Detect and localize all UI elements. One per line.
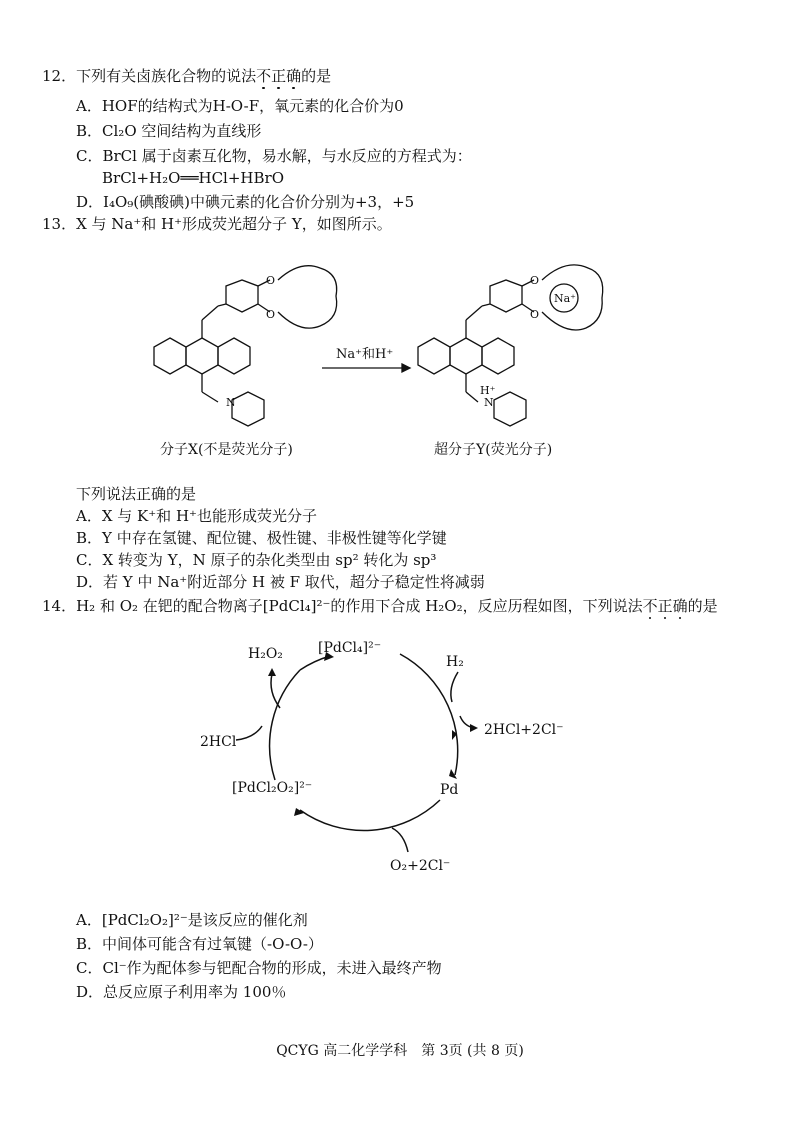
emphasis-char: 不 [256, 67, 272, 85]
q12-option-d [76, 192, 414, 212]
q13-option-c [76, 550, 436, 570]
option-text: X 与 K⁺和 H⁺也能形成荧光分子 [101, 507, 317, 525]
option-text: X 转变为 Y，N 原子的杂化类型由 sp² 转化为 sp³ [102, 551, 437, 569]
anthracene-left [154, 338, 250, 374]
q14-number: 14． [42, 597, 77, 615]
sodium-ion-label: Na⁺ [554, 292, 576, 305]
equation-text: BrCl+H₂O══HCl+HBrO [102, 169, 284, 187]
option-text: Cl⁻作为配体参与钯配合物的形成，未进入最终产物 [102, 959, 442, 977]
option-text: 中间体可能含有过氧键（-O-O-） [102, 935, 323, 953]
option-label: C． [76, 959, 103, 977]
nitrogen-label: N [226, 396, 236, 409]
page-footer: QCYG 高二化学学科 第 3页 (共 8 页) [276, 1043, 524, 1059]
option-label: A． [76, 97, 102, 115]
option-label: C． [76, 551, 103, 569]
arrow-label: Na⁺和H⁺ [336, 347, 394, 362]
q14-emphasis [643, 597, 688, 615]
q12-stem-after: 的是 [301, 67, 332, 85]
option-label: A． [76, 911, 102, 929]
q13-substem [76, 484, 196, 504]
option-text: [PdCl₂O₂]²⁻是该反应的催化剂 [101, 911, 308, 929]
pdcl4-label: [PdCl₄]²⁻ [318, 640, 382, 656]
q12-option-c [76, 146, 472, 166]
nitrogen-label: N [484, 396, 494, 409]
hcl-in-label: 2HCl [200, 734, 237, 750]
cycle-arc-bottom [300, 800, 440, 831]
option-label: D． [76, 193, 104, 211]
cycle-arc-right [400, 654, 458, 775]
h2-label: H₂ [446, 654, 464, 670]
q14-stem-before: H₂ 和 O₂ 在钯的配合物离子[PdCl₄]²⁻的作用下合成 H₂O₂，反应历程如图，下列说法 [76, 597, 643, 615]
option-label: C． [76, 147, 103, 165]
q14-stem [42, 596, 718, 616]
q14-cycle-diagram [0, 630, 800, 890]
hcl-in-arrow [236, 726, 262, 740]
q13-option-b [76, 528, 447, 548]
q14-option-d [76, 982, 286, 1002]
q13-stem [42, 214, 392, 234]
q13-option-a [76, 506, 317, 526]
option-label: A． [76, 507, 102, 525]
q13-stem-text: X 与 Na⁺和 H⁺形成荧光超分子 Y，如图所示。 [76, 215, 392, 233]
cycle-arc-left [270, 670, 300, 780]
q14-stem-after: 的是 [687, 597, 718, 615]
q12-stem [42, 66, 331, 86]
q13-number: 13． [42, 215, 77, 233]
oxygen-label: O [530, 308, 540, 321]
substem-text: 下列说法正确的是 [76, 485, 197, 503]
q14-option-c [76, 958, 442, 978]
pd-label: Pd [440, 782, 459, 798]
oxygen-label: O [266, 308, 276, 321]
option-text: I₄O₉(碘酸碘)中碘元素的化合价分别为+3，+5 [103, 193, 415, 211]
oxygen-label: O [530, 274, 540, 287]
q13-option-d [76, 572, 485, 592]
h2-in-arrow [451, 672, 458, 702]
option-label: D． [76, 983, 104, 1001]
h2o2-label: H₂O₂ [248, 646, 283, 662]
option-label: B． [76, 529, 103, 547]
emphasis-char: 确 [672, 597, 688, 615]
option-label: D． [76, 573, 104, 591]
option-text: 若 Y 中 Na⁺附近部分 H 被 F 取代，超分子稳定性将减弱 [103, 573, 485, 591]
q12-option-c-equation [102, 168, 284, 188]
q13-figure [0, 240, 800, 480]
right-caption: 超分子Y(荧光分子) [434, 442, 553, 458]
q14-option-a [76, 910, 308, 930]
oxygen-label: O [266, 274, 276, 287]
q12-option-a [76, 96, 404, 116]
option-text: HOF的结构式为H-O-F，氧元素的化合价为0 [101, 97, 404, 115]
q14-option-b [76, 934, 323, 954]
q12-emphasis [256, 67, 301, 85]
q12-number: 12． [42, 67, 77, 85]
protonated-n-label: H⁺ [480, 384, 496, 397]
anthracene-right [418, 338, 514, 374]
hcl-cl-out-label: 2HCl+2Cl⁻ [484, 722, 564, 738]
emphasis-char: 正 [657, 597, 673, 615]
o2-in-arrow [392, 828, 408, 852]
pdcl2o2-label: [PdCl₂O₂]²⁻ [232, 780, 313, 796]
emphasis-char: 正 [271, 67, 287, 85]
option-text: 总反应原子利用率为 100％ [103, 983, 287, 1001]
emphasis-char: 确 [286, 67, 302, 85]
option-text: Cl₂O 空间结构为直线形 [102, 122, 262, 140]
o2-cl-in-label: O₂+2Cl⁻ [390, 858, 451, 874]
option-label: B． [76, 935, 103, 953]
option-label: B． [76, 122, 103, 140]
option-text: Y 中存在氢键、配位键、极性键、非极性键等化学键 [102, 529, 447, 547]
emphasis-char: 不 [642, 597, 658, 615]
q12-option-b [76, 121, 261, 141]
left-caption: 分子X(不是荧光分子) [160, 442, 293, 458]
q12-stem-before: 下列有关卤族化合物的说法 [76, 67, 257, 85]
option-text: BrCl 属于卤素互化物，易水解，与水反应的方程式为： [102, 147, 472, 165]
